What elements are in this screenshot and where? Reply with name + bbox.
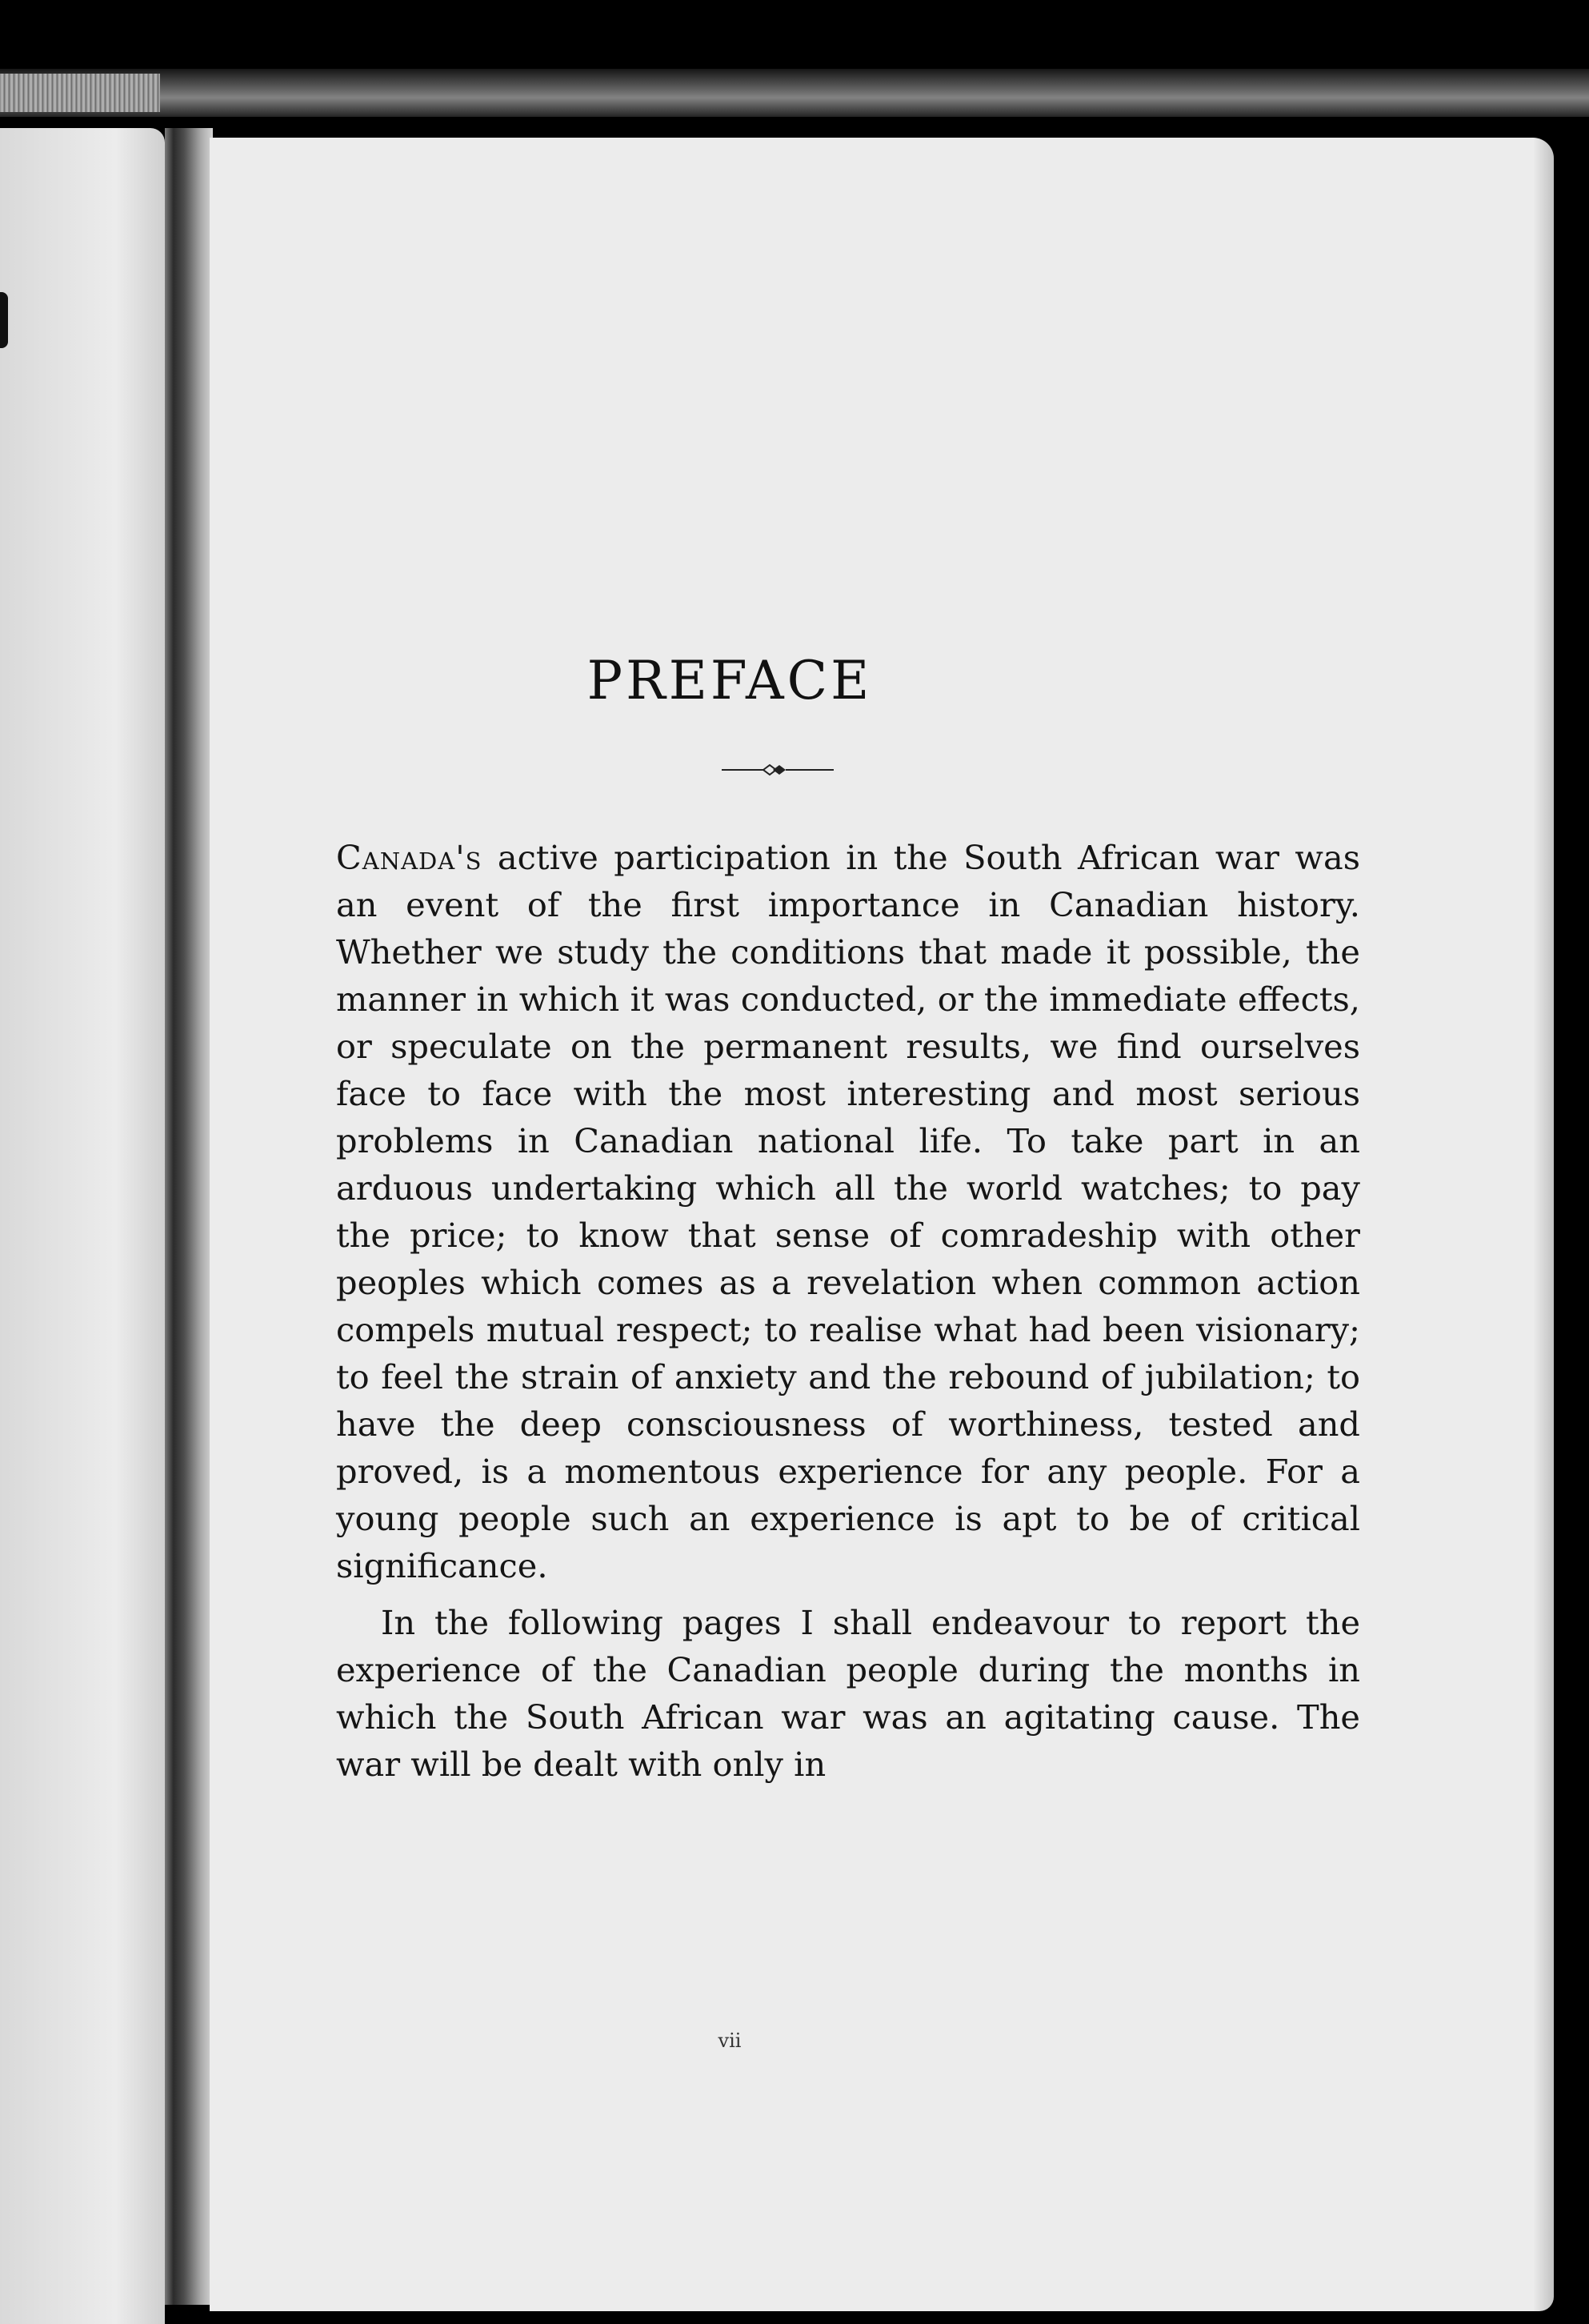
book-gutter [165,128,213,2305]
paragraph-1-opening-word: Canada's [336,838,482,877]
body-text [336,834,1360,1788]
right-page [210,138,1554,2311]
page-edge-shadow [1533,138,1554,2311]
paragraph-1-text: active participation in the South African war was an event of the first importance in Canadian history. Whether we study the conditions that made it possible, the manner in which it was conducted, or the immediate effects, or speculate on the permanent results, we find ourselves face to face with the most interesting and most serious problems in Canadian national life. To take part in an arduous undertaking which all the world watches; to pay the price; to know that sense of comradeship with other peoples which comes as a revelation when common action compels mutual respect; to realise what had been visionary; to feel the strain of anxiety and the rebound of jubilation; to have the deep consciousness of worthiness, tested and proved, is a momentous experience for any people. For a young people such an experience is apt to be of critical significance. [336,838,1360,1585]
binding-cloth-texture [0,74,160,112]
left-page-edge [0,128,165,2324]
paragraph-2: In the following pages I shall endeavour to report the experience of the Canadian people during the months in which the South African war was an agitating cause. The war will be dealt with only in [336,1603,1360,1784]
left-page-character-fragment [0,292,8,348]
paragraph-1 [336,834,1360,1589]
page-number: vii [718,2029,742,2052]
ornament-divider-icon [722,762,834,778]
book-top-edge [0,69,1589,117]
page-title: PREFACE [586,650,873,711]
